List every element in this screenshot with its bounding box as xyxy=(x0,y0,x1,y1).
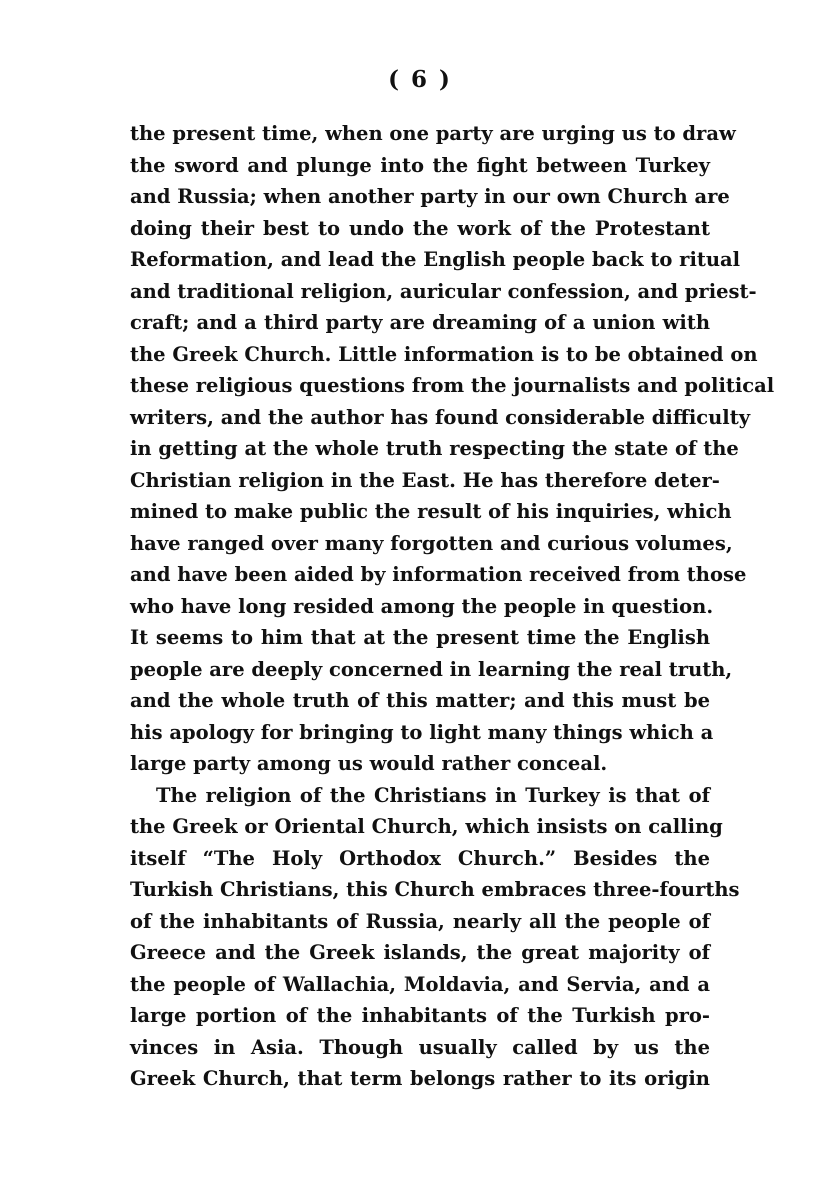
text-line: It seems to him that at the present time the English xyxy=(130,626,710,649)
body-text xyxy=(130,118,775,1095)
text-line: large portion of the inhabitants of the Turkish pro- xyxy=(130,1004,710,1027)
text-line: and Russia; when another party in our own Church are xyxy=(130,185,730,208)
text-line: and the whole truth of this matter; and this must be xyxy=(130,689,710,712)
text-line: Christian religion in the East. He has therefore deter- xyxy=(130,468,720,492)
text-line: who have long resided among the people in question. xyxy=(130,594,714,618)
text-line: Reformation, and lead the English people back to ritual xyxy=(130,248,741,271)
text-line: the Greek Church. Little information is to be obtained on xyxy=(130,342,758,366)
text-line: the Greek or Oriental Church, which insists on calling xyxy=(130,815,723,838)
text-line: vinces in Asia. Though usually called by us the xyxy=(130,1035,710,1059)
text-line: people are deeply concerned in learning the real truth, xyxy=(130,657,733,681)
text-line: large party among us would rather conceal. xyxy=(130,752,608,775)
text-line: and have been aided by information received from those xyxy=(130,563,747,586)
text-line: Greece and the Greek islands, the great majority of xyxy=(130,941,710,964)
text-line: in getting at the whole truth respecting the state of the xyxy=(130,437,739,460)
page-number: ( 6 ) xyxy=(388,66,452,93)
text-line: doing their best to undo the work of the Protestant xyxy=(130,216,710,240)
text-line: Turkish Christians, this Church embraces three-fourths xyxy=(130,878,740,901)
text-line: of the inhabitants of Russia, nearly all the people of xyxy=(130,909,710,933)
text-line: writers, and the author has found considerable difficulty xyxy=(130,405,751,429)
text-line: mined to make public the result of his inquiries, which xyxy=(130,500,732,523)
text-line: have ranged over many forgotten and curious volumes, xyxy=(130,531,733,555)
text-line: itself “The Holy Orthodox Church.” Besides the xyxy=(130,846,710,870)
text-line: his apology for bringing to light many things which a xyxy=(130,720,714,744)
paragraph xyxy=(130,118,775,780)
text-line: Greek Church, that term belongs rather to its origin xyxy=(130,1067,710,1090)
text-line: The religion of the Christians in Turkey is that of xyxy=(156,783,710,807)
text-line: craft; and a third party are dreaming of a union with xyxy=(130,311,710,334)
text-line: and traditional religion, auricular confession, and priest- xyxy=(130,279,757,303)
text-line: the sword and plunge into the fight between Turkey xyxy=(130,153,710,177)
paragraph xyxy=(130,780,740,1095)
text-line: the people of Wallachia, Moldavia, and Servia, and a xyxy=(130,972,710,996)
text-line: these religious questions from the journalists and political xyxy=(130,374,775,397)
text-line: the present time, when one party are urging us to draw xyxy=(130,122,736,145)
